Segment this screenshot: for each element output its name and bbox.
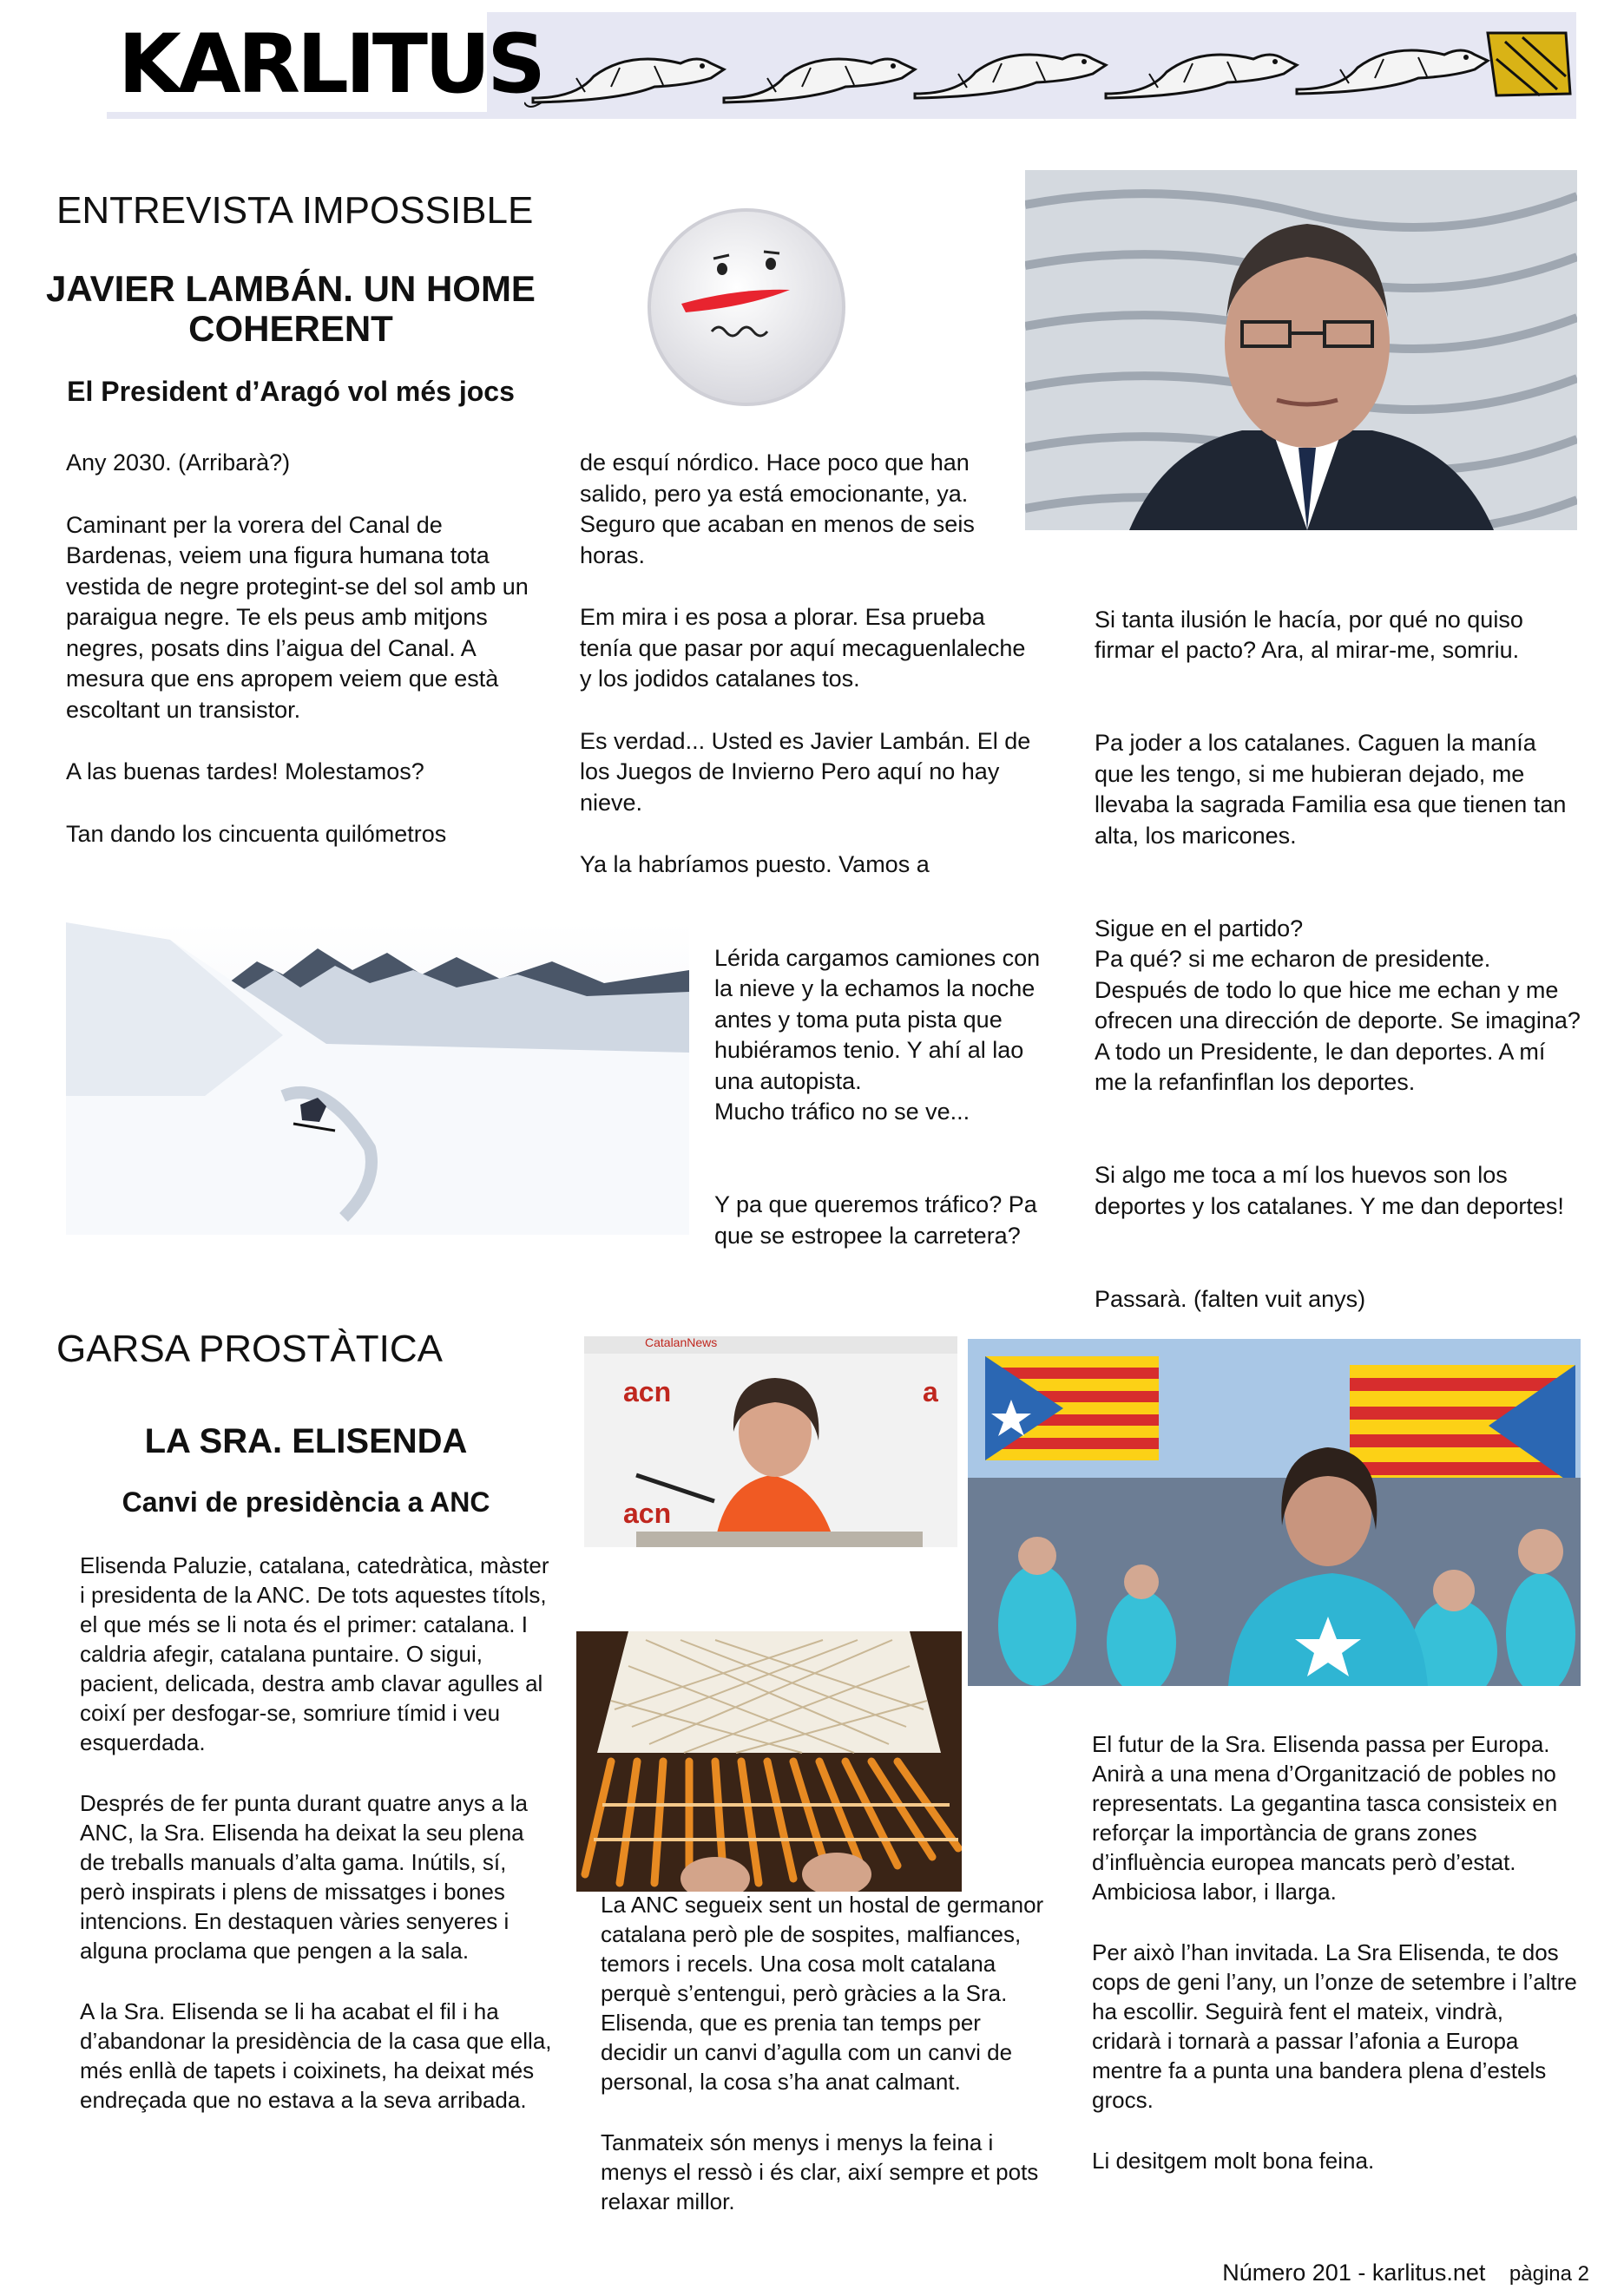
paragraph: Passarà. (falten vuit anys) — [1095, 1285, 1366, 1312]
paragraph: Després de fer punta durant quatre anys a la ANC, la Sra. Elisenda ha deixat la seu plena de treballs manuals d’alta gama. Inútils, sí, però inspirats i plens de missatges i bones intencions. En destaquen vàries senyeres i alguna proclama que pengen a la sala. — [80, 1790, 528, 1964]
svg-text:a: a — [923, 1376, 938, 1407]
paragraph: Es verdad... Usted es Javier Lambán. El de los Juegos de Invierno Pero aquí no hay nieve. — [580, 727, 1031, 816]
press-logo-text: acn — [623, 1498, 672, 1529]
page-footer — [1222, 2260, 1589, 2286]
paragraph: Per això l’han invitada. La Sra Elisenda, te dos cops de geni l’any, un l’onze de setembre i l’altre ha escollir. Seguirà fent el mateix, vindrà, cridarà i tornarà a passar l’afonia a Europa mentre fa a punta una bandera plena d’estels grocs. — [1092, 1939, 1577, 2113]
article1-column-2 — [580, 448, 1040, 881]
paragraph: Li desitgem molt bona feina. — [1092, 2148, 1375, 2174]
paragraph: Em mira i es posa a plorar. Esa prueba tenía que pasar por aquí mecaguenlaleche y los jodidos catalanes tos. — [580, 604, 1026, 692]
paragraph: Tanmateix són menys i menys la feina i menys el ressò i és clar, així sempre et pots relaxar millor. — [601, 2129, 1039, 2214]
article2-column-2 — [601, 1890, 1052, 2216]
paragraph: La ANC segueix sent un hostal de germanor catalana però ple de sospites, malfiances, temors i recels. Una cosa molt catalana perquè s’entengui, però gràcies a la Sra. Elisenda, que es prenia tan temps per decidir un canvi d’agulla com un canvi de personal, la cosa s’ha anat calmant. — [601, 1892, 1044, 2095]
section-label: ENTREVISTA IMPOSSIBLE — [56, 189, 534, 232]
paragraph: Si tanta ilusión le hacía, por qué no quiso firmar el pacto? Ara, al mirar-me, somriu. — [1095, 606, 1523, 663]
paragraph: A las buenas tardes! Molestamos? — [66, 758, 424, 784]
paragraph: A la Sra. Elisenda se li ha acabat el fil i ha d’abandonar la presidència de la casa que ella, més enllà de tapets i coixinets, ha deixat més endreçada que no estava a la seva arribada. — [80, 1998, 552, 2113]
paragraph: Ya la habríamos puesto. Vamos a — [580, 851, 930, 877]
press-conference-photo — [584, 1336, 957, 1547]
paragraph: de esquí nórdico. Hace poco que han salido, pero ya está emocionante, ya. Seguro que acaban en menos de seis horas. — [580, 449, 975, 568]
snowman-face-image — [642, 201, 851, 414]
issue-info[interactable]: Número 201 - karlitus.net — [1222, 2260, 1486, 2286]
lace-bobbins-photo — [576, 1631, 962, 1892]
paragraph: Caminant per la vorera del Canal de Bardenas, veiem una figura humana tota vestida de negre protegint-se del sol amb un paraigua negre. Te els peus amb mitjons negres, posats dins l’aigua del Canal. A mesura que ens apropem veiem que està escoltant un transistor. — [66, 511, 529, 723]
paragraph: Pa joder a los catalanes. Caguen la manía que les tengo, si me hubieran dejado, me llevaba la sagrada Familia esa que tienen tan alta, los maricones. — [1095, 730, 1567, 849]
article1-column-2-wrap — [714, 912, 1053, 1282]
article1-column-1 — [66, 448, 552, 850]
demonstration-flags-photo — [968, 1339, 1581, 1686]
article-subhead: El President d’Aragó vol més jocs — [67, 376, 515, 407]
page-number: pàgina 2 — [1509, 2262, 1589, 2286]
article-headline: JAVIER LAMBÁN. UN HOME COHERENT — [46, 268, 536, 349]
skier-mountain-photo — [66, 922, 689, 1235]
article2-column-1 — [80, 1551, 553, 2115]
paragraph: Elisenda Paluzie, catalana, catedràtica, màster i presidenta de la ANC. De tots aquestes títols, el que més se li nota és el primer: catalana. I caldria afegir, catalana puntaire. O sigui, pacient, delicada, destra amb clavar agulles al coixí per desfogar-se, somriure tímid i veu esquerdada. — [80, 1552, 549, 1755]
article1-column-3 — [1095, 574, 1581, 1346]
paragraph: El futur de la Sra. Elisenda passa per Europa. Anirà a una mena d’Organització de pobles no representats. La gegantina tasca consisteix en reforçar la importància de grans zones d’influència europea mancats però d’estat. Ambiciosa labor, i llarga. — [1092, 1731, 1558, 1905]
site-logo[interactable]: KARLITUS — [118, 17, 542, 112]
paragraph: Sigue en el partido? Pa qué? si me echaron de presidente. Después de todo lo que hice me echan y me ofrecen una dirección de deporte. Se imagina? A todo un Presidente, le dan deportes. A mí me la refanfinflan los deportes. — [1095, 915, 1581, 1095]
mice-illustration — [524, 16, 1575, 118]
article-subhead: Canvi de presidència a ANC — [122, 1486, 490, 1518]
paragraph: Any 2030. (Arribarà?) — [66, 449, 291, 476]
lamban-portrait-photo — [1025, 170, 1577, 530]
paragraph: Tan dando los cincuenta quilómetros — [66, 820, 447, 847]
article2-column-3 — [1092, 1729, 1578, 2175]
paragraph: Y pa que queremos tráfico? Pa que se estropee la carretera? — [714, 1191, 1037, 1249]
paragraph: Si algo me toca a mí los huevos son los deportes y los catalanes. Y me dan deportes! — [1095, 1162, 1564, 1219]
paragraph: Lérida cargamos camiones con la nieve y la echamos la noche antes y toma puta pista que hubiéramos tenio. Y ahí al lao una autopista. Mucho tráfico no se ve... — [714, 944, 1041, 1125]
article-headline: LA SRA. ELISENDA — [144, 1422, 468, 1460]
press-logo-text: acn — [623, 1376, 672, 1407]
section-label: GARSA PROSTÀTICA — [56, 1328, 443, 1370]
press-brand-text: CatalanNews — [645, 1336, 718, 1349]
